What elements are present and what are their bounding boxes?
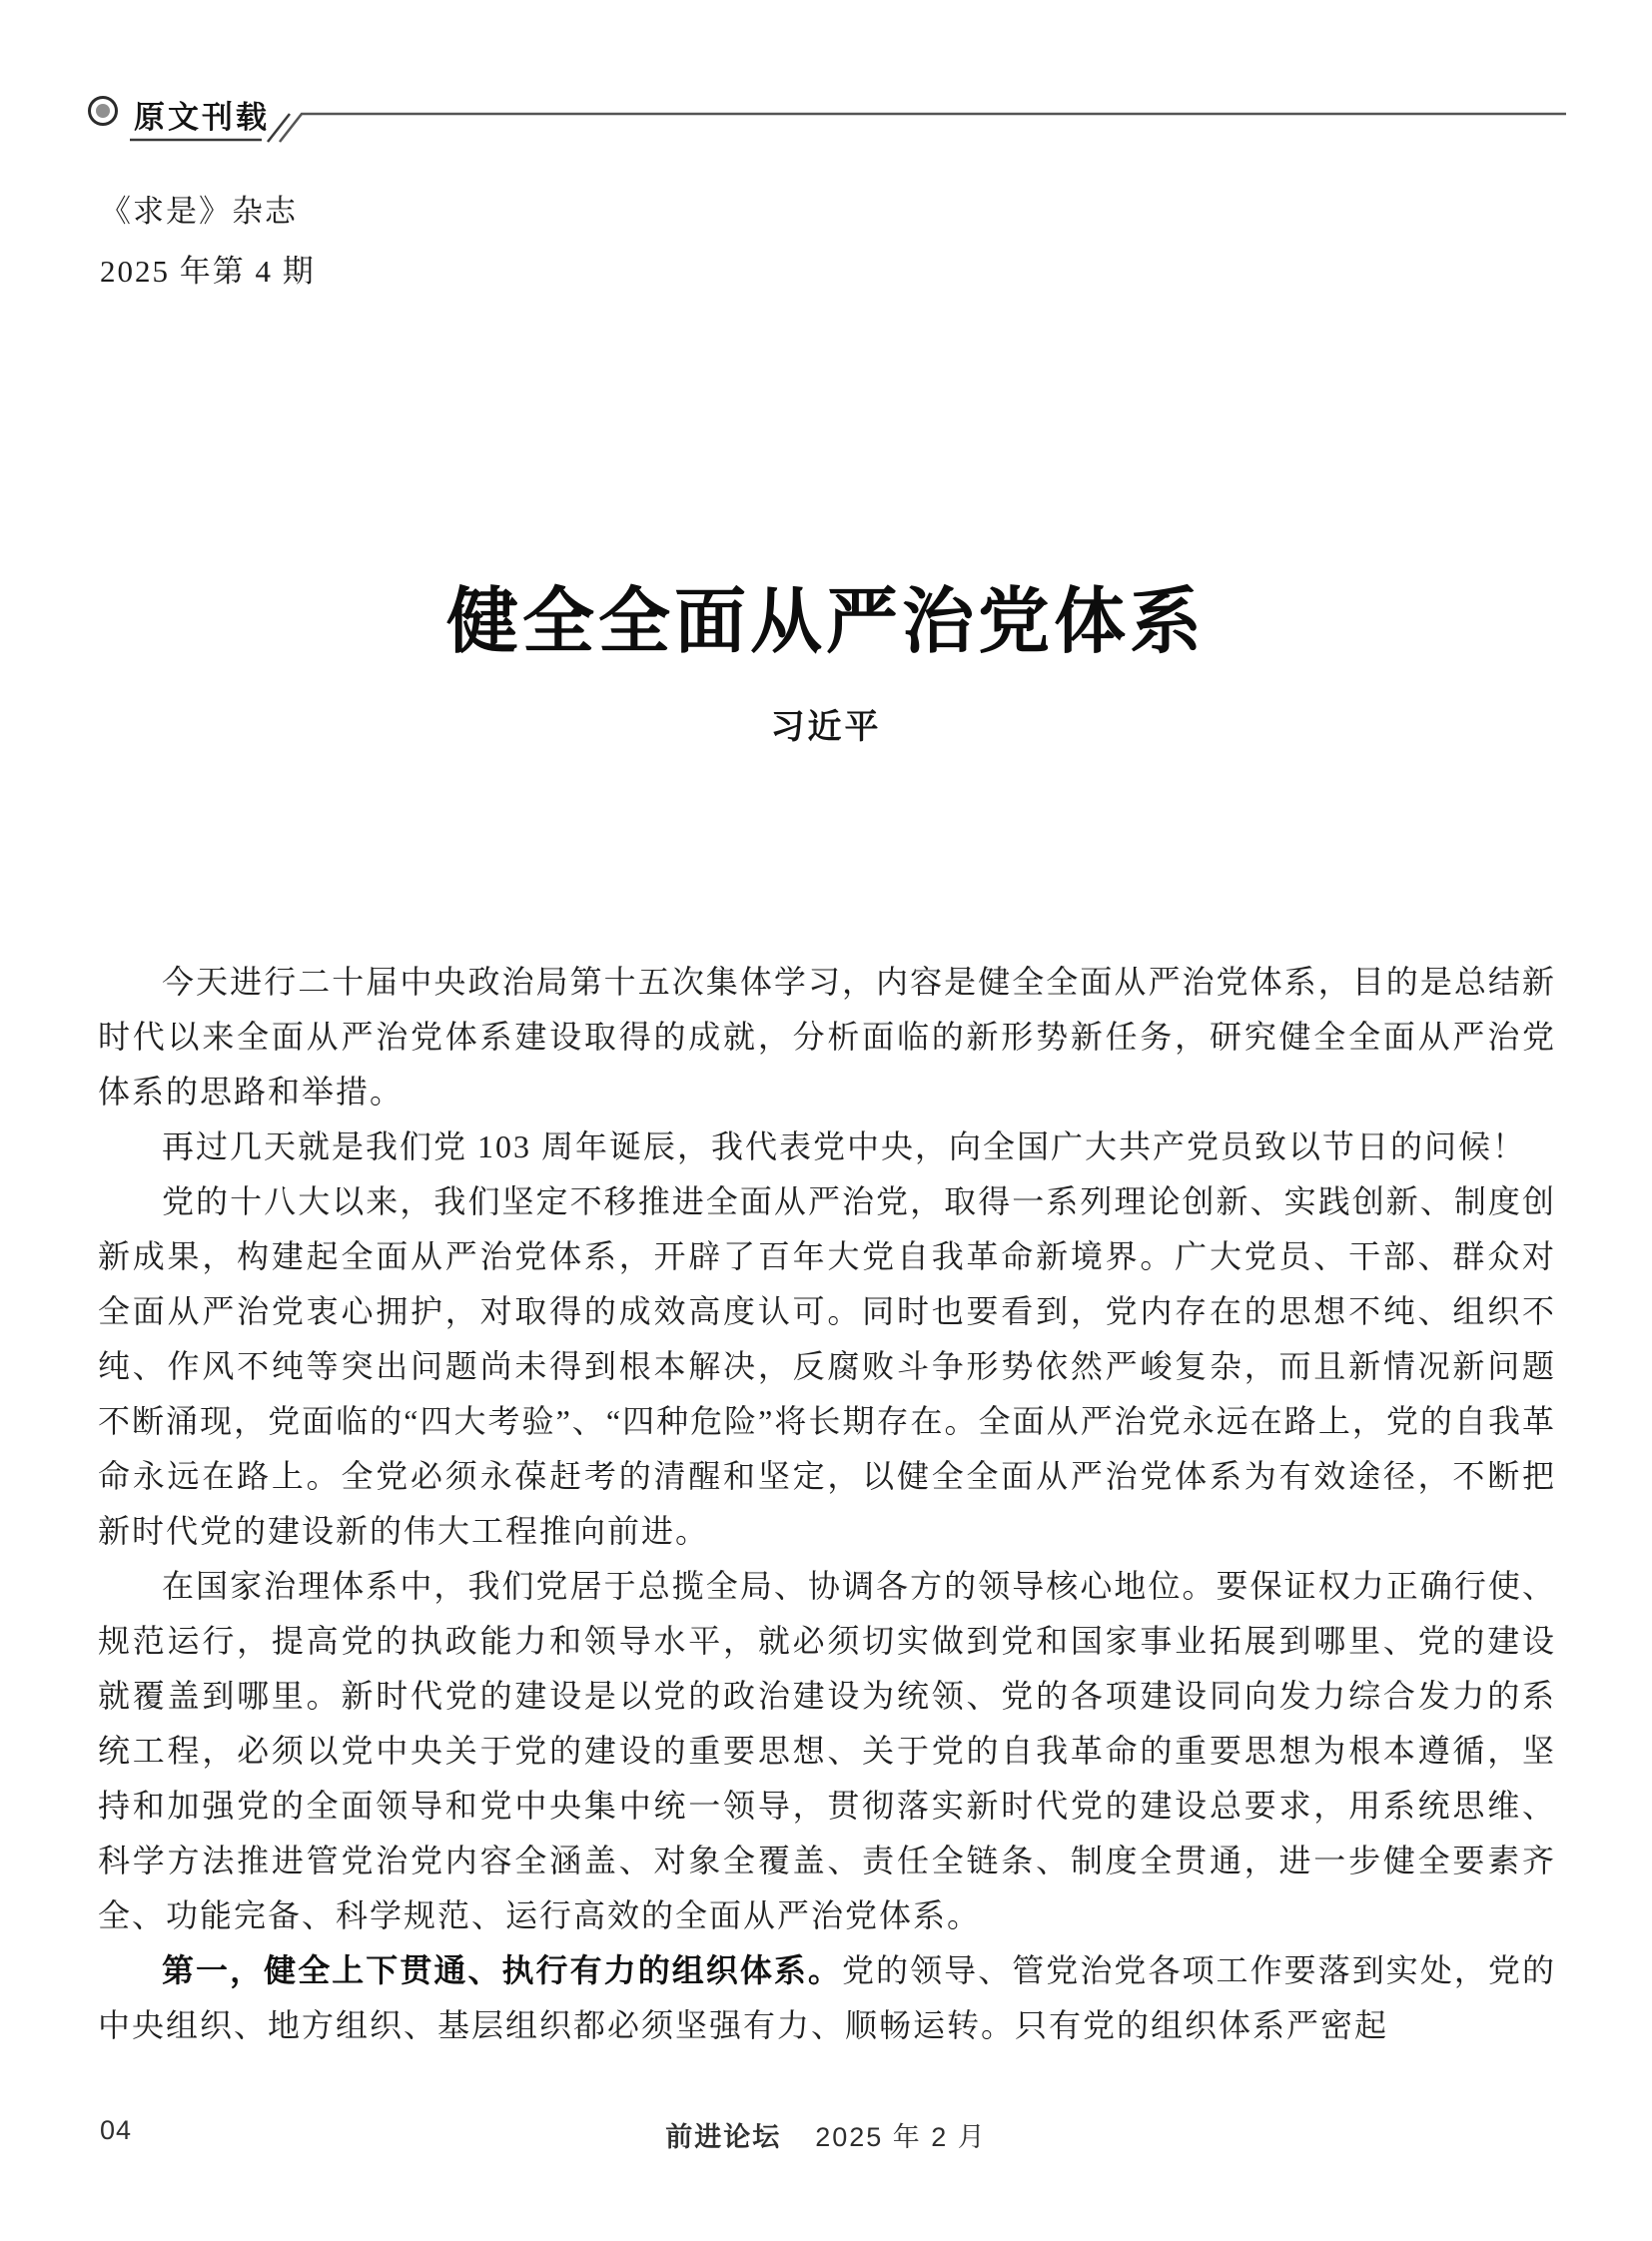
page-number: 04: [100, 2115, 133, 2145]
article-author: 习近平: [770, 708, 882, 746]
paragraph-text: 再过几天就是我们党 103 周年诞辰，我代表党中央，向全国广大共产党员致以节日的问候！: [162, 1128, 1527, 1164]
article-body: [98, 955, 1556, 2053]
article-title: 健全全面从严治党体系: [445, 582, 1206, 663]
paragraph: [98, 955, 1556, 1120]
paragraph-text: 在国家治理体系中，我们党居于总揽全局、协调各方的领导核心地位。要保证权力正确行使、规范运行，提高党的执政能力和领导水平，就必须切实做到党和国家事业拓展到哪里、党的建设就覆盖到哪里。新时代党的建设是以党的政治建设为统领、党的各项建设同向发力综合发力的系统工程，必须以党中央关于党的建设的重要思想、关于党的自我革命的重要思想为根本遵循，坚持和加强党的全面领导和党中央集中统一领导，贯彻落实新时代党的建设总要求，用系统思维、科学方法推进管党治党内容全涵盖、对象全覆盖、责任全链条、制度全贯通，进一步健全要素齐全、功能完备、科学规范、运行高效的全面从严治党体系。: [98, 1568, 1556, 1933]
paragraph: [98, 1943, 1556, 2053]
paragraph: [98, 1120, 1556, 1174]
paragraph-text: 党的十八大以来，我们坚定不移推进全面从严治党，取得一系列理论创新、实践创新、制度创新成果，构建起全面从严治党体系，开辟了百年大党自我革命新境界。广大党员、干部、群众对全面从严治党衷心拥护，对取得的成效高度认可。同时也要看到，党内存在的思想不纯、组织不纯、作风不纯等突出问题尚未得到根本解决，反腐败斗争形势依然严峻复杂，而且新情况新问题不断涌现，党面临的“四大考验”、“四种危险”将长期存在。全面从严治党永远在路上，党的自我革命永远在路上。全党必须永葆赶考的清醒和坚定，以健全全面从严治党体系为有效途径，不断把新时代党的建设新的伟大工程推向前进。: [98, 1183, 1556, 1549]
paragraph: [98, 1559, 1556, 1943]
paragraph: [98, 1174, 1556, 1559]
footer-journal-name: 前进论坛: [665, 2122, 782, 2152]
page-footer: [0, 2115, 1652, 2159]
source-info: [100, 182, 316, 302]
paragraph-lead-bold: 第一，健全上下贯通、执行有力的组织体系。: [162, 1952, 842, 1988]
footer-center: [0, 2115, 1652, 2154]
paragraph-text: 今天进行二十届中央政治局第十五次集体学习，内容是健全全面从严治党体系，目的是总结新时代以来全面从严治党体系建设取得的成就，分析面临的新形势新任务，研究健全全面从严治党体系的思路和举措。: [98, 964, 1556, 1110]
ring-bullet-icon: [88, 96, 118, 126]
decorative-rule-line: [130, 110, 1568, 146]
paragraph-text: 党的领导、管党治党各项工作要落到实处，党的中央组织、地方组织、基层组织都必须坚强有力、顺畅运转。只有党的组织体系严密起: [98, 1952, 1556, 2043]
footer-date: 2025 年 2 月: [815, 2122, 987, 2152]
magazine-name: 《求是》杂志: [100, 194, 298, 229]
section-label: 原文刊载: [134, 100, 270, 135]
magazine-issue: 2025 年第 4 期: [100, 254, 316, 289]
